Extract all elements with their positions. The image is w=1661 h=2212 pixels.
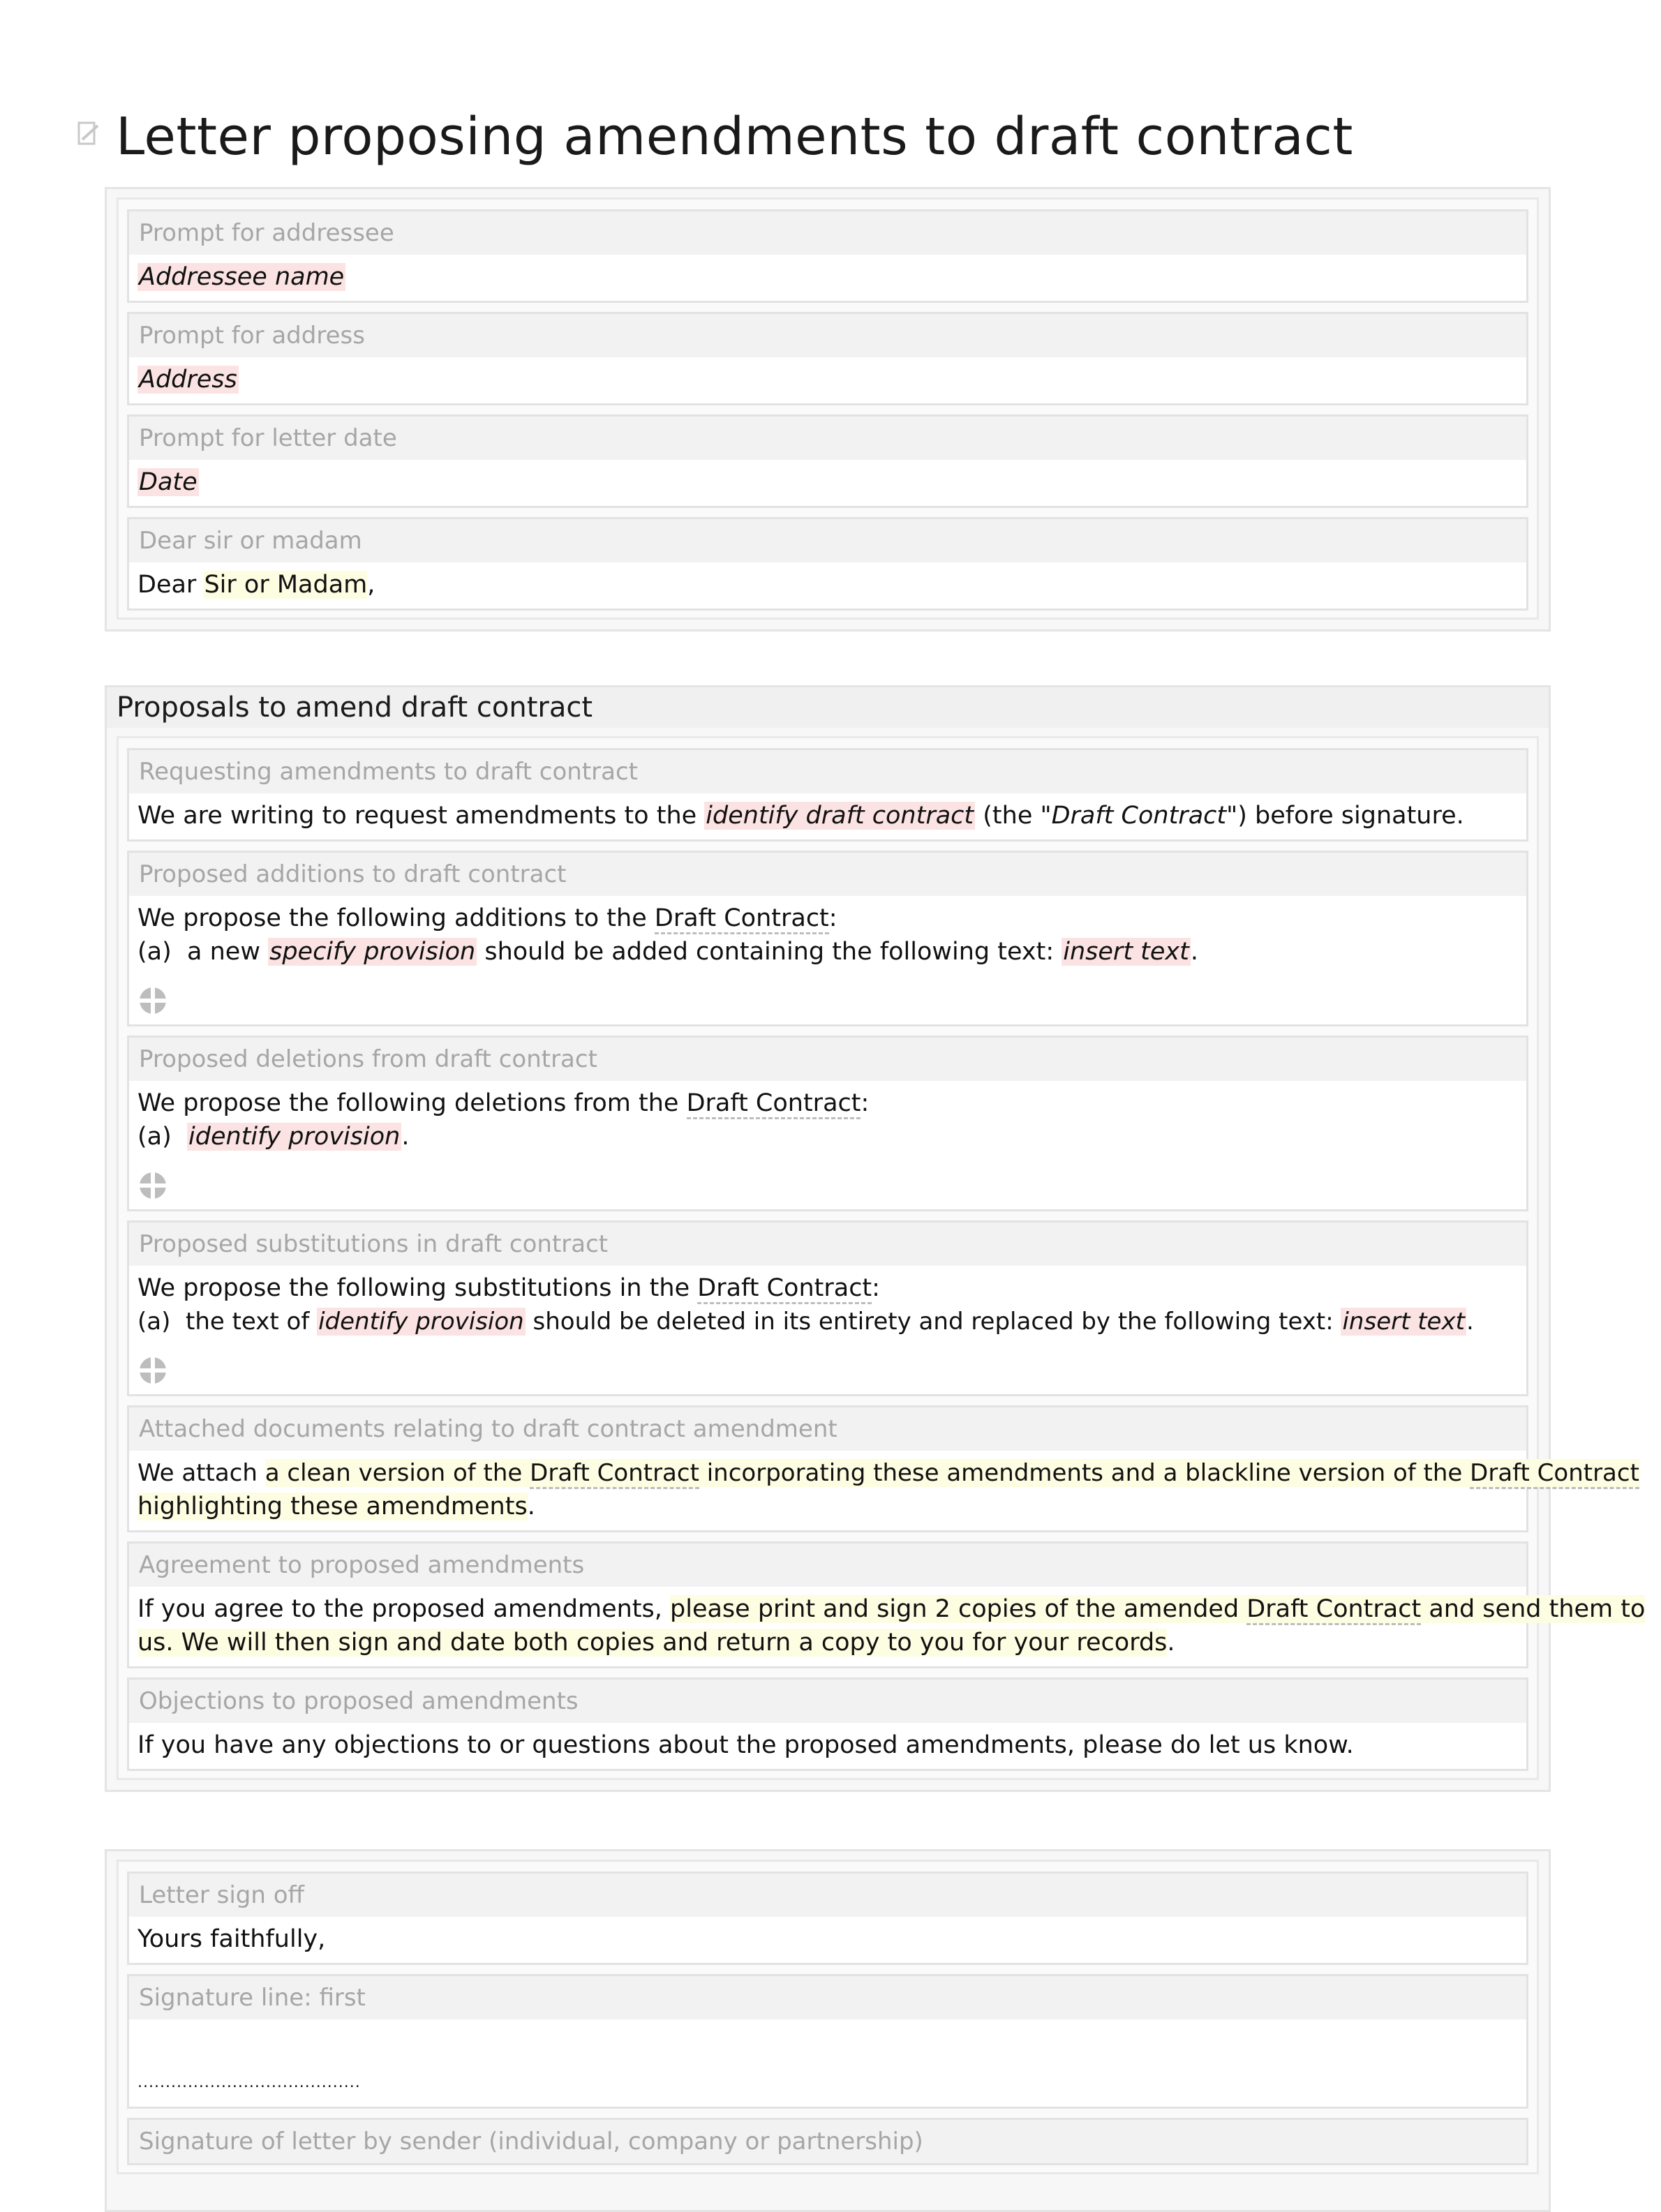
clause-text: . [401,1123,410,1151]
placeholder-identify-provision[interactable]: identify provision [188,1123,401,1151]
section-letter-header-inner [117,197,1539,620]
section-proposals-inner [117,736,1646,1780]
defined-term-link[interactable]: Draft Contract [697,1274,872,1304]
item-number: (a) [137,938,172,966]
clause-text: . [527,1493,535,1520]
clause-agreement-to-amendments[interactable] [127,1541,1646,1668]
add-item-icon[interactable] [139,1357,167,1384]
optional-text[interactable] [670,1595,1645,1623]
clause-label: Proposed substitutions in draft contract [129,1223,1526,1266]
clause-text: We propose the following substitutions in the [137,1274,698,1302]
clause-text: ") before signature. [1226,802,1464,830]
salutation-comma: , [367,571,375,599]
placeholder-date[interactable]: Date [139,468,198,496]
signature-dots: ........................................ [137,2074,361,2091]
section-sign-off [105,1849,1551,2212]
clause-text: please print and sign 2 copies of the amended [670,1595,1247,1623]
clause-text: the text of [186,1308,318,1336]
optional-text[interactable]: highlighting these amendments [137,1493,528,1520]
clause-text: should be deleted in its entirety and replaced by the following text: [525,1308,1341,1336]
defined-term-link[interactable]: Draft Contract [655,904,829,934]
clause-label: Proposed additions to draft contract [129,853,1526,896]
add-item-icon[interactable] [139,1172,167,1200]
clause-label: Letter sign off [129,1874,1526,1917]
clause-text: We attach [137,1459,265,1487]
item-number: (a) [137,1123,172,1151]
clause-prompt-letter-date[interactable] [127,414,1528,508]
clause-text: incorporating these amendments and a blackline version of the [699,1459,1470,1487]
optional-text[interactable]: us. We will then sign and date both copies and return a copy to you for your records [137,1629,1168,1657]
clause-label: Prompt for letter date [129,417,1526,460]
clause-prompt-addressee[interactable] [127,209,1528,303]
placeholder-insert-text[interactable]: insert text [1342,1308,1465,1336]
clause-text: . [1190,938,1198,966]
add-item-icon[interactable] [139,987,167,1015]
placeholder-identify-draft-contract[interactable]: identify draft contract [706,802,974,830]
clause-text: : [828,904,837,932]
section-heading[interactable]: Proposals to amend draft contract [107,687,1549,728]
defined-term-draft-contract: Draft Contract [1051,802,1227,830]
clause-label: Requesting amendments to draft contract [129,750,1526,793]
sign-off-text: Yours faithfully, [137,1925,326,1953]
option-sir-or-madam[interactable]: Sir or Madam [204,571,368,599]
clause-label: Objections to proposed amendments [129,1680,1526,1723]
clause-text: (the " [975,802,1052,830]
clause-text: We propose the following deletions from the [137,1089,687,1117]
section-letter-header [105,187,1551,632]
clause-text: If you have any objections to or questions about the proposed amendments, please do let us know. [137,1731,1354,1759]
edit-document-icon[interactable] [77,120,100,148]
clause-text: : [872,1274,880,1302]
clause-text: If you agree to the proposed amendments, [137,1595,670,1623]
clause-label: Attached documents relating to draft contract amendment [129,1407,1526,1451]
placeholder-address[interactable]: Address [139,366,237,394]
clause-attached-documents[interactable] [127,1405,1639,1532]
clause-label: Prompt for addressee [129,211,1526,255]
placeholder-specify-provision[interactable]: specify provision [269,938,476,966]
salutation-text: Dear [137,571,204,599]
clause-requesting-amendments[interactable] [127,748,1528,842]
clause-label: Signature line: first [129,1976,1526,2019]
clause-text: We propose the following additions to the [137,904,655,932]
clause-signature-line[interactable] [127,1974,1528,2109]
page-title: Letter proposing amendments to draft contract [116,107,1353,167]
optional-text[interactable] [265,1459,1639,1487]
clause-text: a new [187,938,269,966]
clause-label: Dear sir or madam [129,519,1526,562]
clause-prompt-address[interactable] [127,312,1528,405]
placeholder-identify-provision[interactable]: identify provision [318,1308,524,1336]
clause-label: Agreement to proposed amendments [129,1544,1526,1587]
clause-text: . [1466,1308,1474,1336]
clause-text: and send them to [1421,1595,1646,1623]
clause-text: . [1167,1629,1175,1657]
section-proposals [105,685,1646,1792]
clause-text: : [861,1089,870,1117]
clause-proposed-additions[interactable] [127,851,1528,1026]
clause-objections[interactable] [127,1677,1528,1771]
item-number: (a) [137,1308,171,1336]
defined-term-link[interactable]: Draft Contract [1470,1459,1639,1489]
defined-term-link[interactable]: Draft Contract [1246,1595,1421,1625]
clause-text: should be added containing the following text: [477,938,1062,966]
clause-dear-sir-or-madam[interactable] [127,517,1528,611]
clause-proposed-substitutions[interactable] [127,1220,1528,1396]
defined-term-link[interactable]: Draft Contract [530,1459,699,1489]
section-sign-off-inner [117,1860,1539,2174]
clause-label: Signature of letter by sender (individual, company or partnership) [129,2120,1526,2163]
clause-text: We are writing to request amendments to the [137,802,705,830]
clause-label: Proposed deletions from draft contract [129,1038,1526,1081]
clause-label: Prompt for address [129,314,1526,357]
defined-term-link[interactable]: Draft Contract [687,1089,861,1119]
clause-signature-of-sender[interactable] [127,2118,1528,2165]
placeholder-addressee-name[interactable]: Addressee name [139,263,345,291]
placeholder-insert-text[interactable]: insert text [1063,938,1189,966]
clause-proposed-deletions[interactable] [127,1036,1528,1211]
clause-letter-sign-off[interactable] [127,1871,1528,1965]
clause-text: a clean version of the [265,1459,530,1487]
